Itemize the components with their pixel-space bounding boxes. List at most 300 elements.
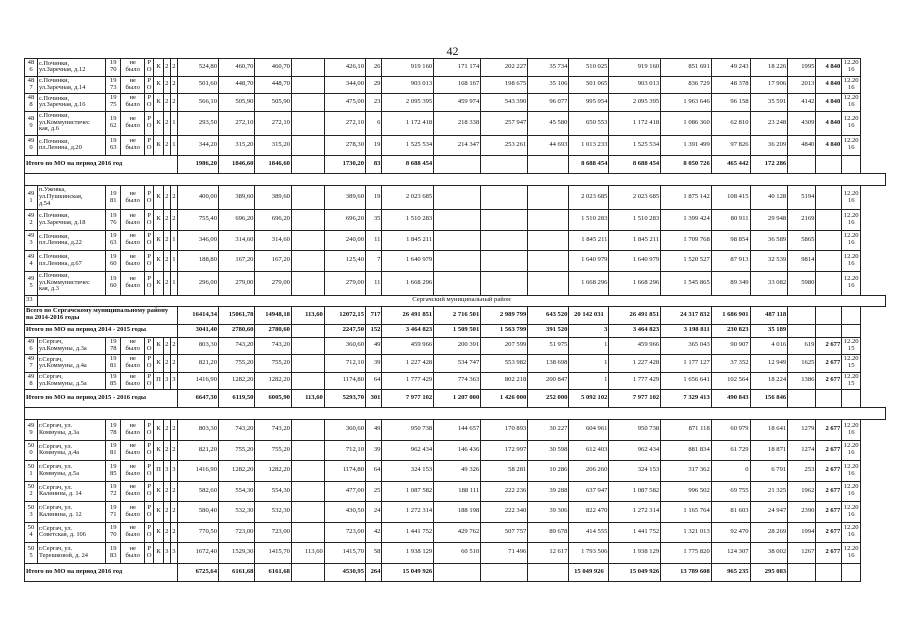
material-cell [144,355,153,373]
material-line: Р [147,232,151,240]
roof-area-cell: 1174,80 [324,461,365,482]
total-cost-cell: 1 272 314 [382,502,434,523]
material-cell [144,271,153,295]
address-line: Коммуны, д.3а [38,428,80,436]
year-line: 19 [110,137,117,145]
owners-share-cell: 501 065 [569,76,609,94]
address-line: с.Починки, [38,77,70,85]
prior-repair-line: не [129,337,136,345]
year-line: 19 [110,94,117,102]
works-cost-total: 3 198 811 [661,324,712,337]
address-cell [37,76,105,94]
prior-repair-line: было [125,66,140,74]
region-share-total [481,563,528,581]
deadline-cell [842,230,861,251]
repair-cost-cell: 1 777 429 [609,372,661,390]
entrances-cell: 2 [170,337,177,355]
unit-cost-total [788,156,816,174]
address-line: Коммуны, д.4а [38,449,80,457]
row-number-line: 5 [29,282,33,289]
roof-area-cell: 278,30 [324,135,365,156]
deadline-line: 16 [847,428,855,436]
region-share-cell: 553 982 [481,355,528,373]
material-line: О [146,83,152,91]
blank-cell [25,174,886,186]
row-number [25,59,38,77]
deadline-cell [842,210,861,231]
control-cost-cell: 40 128 [750,186,788,210]
municipal-share-cell [528,251,569,272]
row-number [25,111,38,135]
total-area-cell: 524,80 [177,59,218,77]
max-unit-cost-cell: 4 840 [816,111,842,135]
fund-share-cell: 429 762 [434,522,481,543]
deadline-line: 16 [847,122,855,129]
max-unit-cost-cell [816,230,842,251]
prior-repair-line: было [125,122,140,129]
total-cost-cell: 1 525 534 [382,135,434,156]
unit-cost-cell: 5194 [788,186,816,210]
wall-type-cell: К [154,210,163,231]
control-cost-cell: 29 948 [750,210,788,231]
deadline-line: 16 [847,218,855,226]
prior-repair-cell [121,502,145,523]
roof-area-cell: 712,10 [324,440,365,461]
deadline-cell [842,111,861,135]
nonresidential-area-cell [291,461,324,482]
row-number-line: 50 [27,503,35,511]
residents-cell: 39 [366,440,382,461]
deadline-cell [842,337,861,355]
residential-area-cell: 743,20 [255,420,291,441]
table-row [25,210,886,231]
fund-share-total [434,156,481,174]
design-cost-cell: 61 729 [711,440,750,461]
year-cell [106,337,121,355]
row-number-line: 49 [27,337,35,345]
material-line: Р [147,115,151,123]
deadline-line: 16 [847,510,855,518]
repair-cost-cell: 2 095 395 [609,94,661,112]
deadline-cell [842,461,861,482]
deadline-cell [842,271,861,295]
fund-share-cell [434,230,481,251]
year-line: 19 [110,337,117,345]
region-share-cell: 71 496 [481,543,528,564]
year-cell [106,372,121,390]
total-area-cell: 566,10 [177,94,218,112]
year-line: 60 [110,282,117,289]
living-area-cell: 167,20 [219,251,255,272]
entrances-cell: 2 [170,76,177,94]
table-row [25,337,886,355]
row-number [25,440,38,461]
material-line: О [146,469,152,477]
prior-repair-cell [121,461,145,482]
year-line: 19 [110,275,117,283]
row-number [25,230,38,251]
year-line: 63 [110,144,117,152]
control-cost-cell: 38 002 [750,543,788,564]
floors-cell: 2 [163,440,170,461]
address-line: ул.Пушкинская, [38,193,83,201]
entrances-cell: 2 [170,210,177,231]
wall-type-cell: К [154,271,163,295]
table-row [25,76,886,94]
prior-repair-cell [121,420,145,441]
owners-share-cell: 1 640 979 [569,251,609,272]
owners-share-cell: 1 845 211 [569,230,609,251]
address-line: г.Сергач, ул. [38,463,73,471]
wall-type-cell: К [154,522,163,543]
residential-area-cell: 314,60 [255,230,291,251]
control-cost-cell: 17 906 [750,76,788,94]
works-cost-cell: 1 709 768 [661,230,712,251]
row-number [25,355,38,373]
page-number: 42 [446,44,459,58]
year-line: 85 [110,469,117,477]
max-unit-cost-cell [816,186,842,210]
material-line: Р [147,211,151,219]
address-line: с.Починки, [38,137,70,145]
region-share-cell: 170 893 [481,420,528,441]
deadline-line: 16 [847,101,855,109]
region-number: 33 [25,295,38,306]
row-number-line: 48 [27,59,35,67]
unit-cost-cell: 1962 [788,481,816,502]
municipal-share-cell: 89 678 [528,522,569,543]
entrances-cell: 2 [170,355,177,373]
unit-cost-cell: 1995 [788,59,816,77]
municipal-share-total [528,563,569,581]
total-cost-total: 8 688 454 [382,156,434,174]
table-row [25,94,886,112]
address-line: г.Сергач, [38,338,63,346]
fund-share-total [434,563,481,581]
prior-repair-cell [121,481,145,502]
repair-cost-cell: 1 640 979 [609,251,661,272]
row-number-line: 9 [29,122,33,129]
total-area-total: 3041,40 [177,324,218,337]
fund-share-cell: 200 391 [434,337,481,355]
nonresidential-area-cell [291,355,324,373]
control-cost-total: 487 118 [750,306,788,324]
wall-type-cell: К [154,111,163,135]
prior-repair-line: не [129,137,136,145]
owners-share-cell: 1 793 506 [569,543,609,564]
deadline-line: 16 [847,282,855,289]
residential-area-cell: 315,20 [255,135,291,156]
region-share-cell: 202 227 [481,59,528,77]
entrances-cell: 3 [170,543,177,564]
deadline-cell [842,420,861,441]
material-line: О [146,218,152,226]
material-line: О [146,551,152,559]
nonresidential-area-cell [291,251,324,272]
residential-area-total: 2780,60 [255,324,291,337]
fund-share-total: 1 509 501 [434,324,481,337]
control-cost-cell: 4 016 [750,337,788,355]
max-unit-cost-cell: 4 840 [816,135,842,156]
floors-cell: 2 [163,59,170,77]
roof-area-cell: 125,40 [324,251,365,272]
repair-cost-cell: 1 525 534 [609,135,661,156]
total-cost-cell: 324 153 [382,461,434,482]
table-row [25,420,886,441]
year-line: 81 [110,449,117,457]
prior-repair-line: было [125,469,140,477]
nonresidential-area-cell [291,186,324,210]
owners-share-total: 3 [569,324,609,337]
total-area-cell: 803,30 [177,420,218,441]
year-cell [106,135,121,156]
prior-repair-line: было [125,144,140,152]
year-cell [106,440,121,461]
material-cell [144,94,153,112]
row-number [25,94,38,112]
works-cost-cell: 851 691 [661,59,712,77]
unit-cost-cell: 4309 [788,111,816,135]
material-cell [144,135,153,156]
total-cost-cell: 1 668 296 [382,271,434,295]
owners-share-total: 8 688 454 [569,156,609,174]
deadline-total [842,390,861,408]
residents-cell: 7 [366,251,382,272]
material-line: О [146,428,152,436]
max-unit-cost-cell: 2 677 [816,337,842,355]
material-cell [144,420,153,441]
fund-share-cell: 168 167 [434,76,481,94]
blank-row [25,174,886,186]
floors-cell: 3 [163,461,170,482]
material-line: О [146,449,152,457]
wall-type-cell: К [154,251,163,272]
total-area-cell: 293,50 [177,111,218,135]
address-line: ул.Коммуны, д.4а [38,362,87,370]
year-line: 19 [110,483,117,491]
material-cell [144,481,153,502]
design-cost-cell: 87 913 [711,251,750,272]
living-area-cell: 532,30 [219,502,255,523]
row-number [25,186,38,210]
material-cell [144,543,153,564]
residents-cell: 19 [366,186,382,210]
fund-share-total: 1 207 000 [434,390,481,408]
control-cost-cell: 28 269 [750,522,788,543]
entrances-cell: 1 [170,251,177,272]
entrances-cell: 1 [170,135,177,156]
material-line: Р [147,252,151,260]
region-share-cell [481,186,528,210]
year-line: 19 [110,211,117,219]
total-area-total: 6647,30 [177,390,218,408]
wall-type-cell: К [154,355,163,373]
year-cell [106,76,121,94]
wall-type-cell: К [154,94,163,112]
year-line: 81 [110,362,117,370]
year-cell [106,481,121,502]
address-line: с.Починки, [38,59,70,67]
municipal-share-cell [528,271,569,295]
material-line: Р [147,503,151,511]
deadline-line: 12.20 [843,76,859,84]
wall-type-cell: П [154,372,163,390]
living-area-cell: 1282,20 [219,461,255,482]
unit-cost-cell: 2390 [788,502,816,523]
total-area-cell: 1416,90 [177,372,218,390]
address-cell [37,210,105,231]
nonresidential-area-cell [291,372,324,390]
residents-total: 717 [366,306,382,324]
deadline-cell [842,543,861,564]
wall-type-cell: К [154,59,163,77]
nonresidential-area-total: 113,60 [291,390,324,408]
row-number [25,461,38,482]
control-cost-cell: 35 591 [750,94,788,112]
max-unit-cost-cell: 2 677 [816,461,842,482]
address-line: г.Сергач, ул. [38,545,73,553]
row-number [25,481,38,502]
material-line: Р [147,275,151,283]
nonresidential-area-cell [291,337,324,355]
municipal-share-cell [528,230,569,251]
deadline-line: 15 [847,344,855,352]
region-share-cell [481,210,528,231]
address-cell [37,337,105,355]
material-cell [144,210,153,231]
residential-area-cell: 448,70 [255,76,291,94]
address-line: пл.Ленина, д.67 [38,259,82,267]
deadline-line: 12.20 [843,483,859,491]
roof-area-cell: 279,00 [324,271,365,295]
deadline-total [842,156,861,174]
roof-area-cell: 426,10 [324,59,365,77]
repair-cost-cell: 324 153 [609,461,661,482]
nonresidential-area-total: 113,60 [291,306,324,324]
residential-area-cell: 1282,20 [255,372,291,390]
works-cost-cell: 1 177 127 [661,355,712,373]
fund-share-cell: 188 111 [434,481,481,502]
municipal-share-cell: 35 734 [528,59,569,77]
floors-cell: 2 [163,502,170,523]
table-row [25,230,886,251]
residents-cell: 42 [366,522,382,543]
deadline-cell [842,59,861,77]
design-cost-cell: 37 352 [711,355,750,373]
row-number [25,543,38,564]
deadline-line: 16 [847,196,855,204]
region-share-cell [481,271,528,295]
works-cost-cell: 1 545 865 [661,271,712,295]
row-number-line: 48 [27,94,35,102]
unit-cost-cell: 253 [788,461,816,482]
unit-cost-total [788,324,816,337]
nonresidential-area-cell [291,210,324,231]
region-share-cell: 543 390 [481,94,528,112]
address-line: ул.Заречная, д.14 [38,83,86,91]
floors-cell: 2 [163,251,170,272]
deadline-line: 12.20 [843,372,859,380]
floors-cell: 3 [163,372,170,390]
prior-repair-line: не [129,76,136,84]
year-line: 19 [110,503,117,511]
fund-share-cell [434,210,481,231]
table-row [25,251,886,272]
fund-share-cell: 171 174 [434,59,481,77]
material-line: Р [147,59,151,67]
living-area-cell: 554,30 [219,481,255,502]
year-line: 72 [110,490,117,498]
total-area-cell: 400,00 [177,186,218,210]
deadline-line: 12.20 [843,232,859,240]
region-share-total: 2 989 799 [481,306,528,324]
floors-cell: 2 [163,186,170,210]
floors-cell: 3 [163,543,170,564]
nonresidential-area-cell [291,502,324,523]
unit-cost-cell: 4840 [788,135,816,156]
design-cost-cell: 97 826 [711,135,750,156]
residents-cell: 11 [366,230,382,251]
deadline-total [842,563,861,581]
max-unit-cost-cell: 4 840 [816,59,842,77]
material-line: Р [147,94,151,102]
living-area-total: 6119,50 [219,390,255,408]
entrances-cell: 2 [170,420,177,441]
address-line: г.Сергач, ул. [38,524,73,532]
municipal-share-cell: 10 286 [528,461,569,482]
deadline-line: 12.20 [843,544,859,552]
fund-share-cell: 459 974 [434,94,481,112]
repair-cost-cell: 903 013 [609,76,661,94]
nonresidential-area-total [291,156,324,174]
total-cost-cell: 919 160 [382,59,434,77]
works-cost-cell: 317 362 [661,461,712,482]
nonresidential-area-cell [291,481,324,502]
max-unit-cost-total [816,306,842,324]
control-cost-cell: 6 791 [750,461,788,482]
residential-area-cell: 696,20 [255,210,291,231]
prior-repair-cell [121,76,145,94]
address-line: г.Сергач, [38,355,63,363]
works-cost-total: 8 050 726 [661,156,712,174]
deadline-line: 16 [847,144,855,152]
address-cell [37,372,105,390]
entrances-cell: 2 [170,481,177,502]
year-line: 19 [110,252,117,260]
works-cost-cell: 1 656 641 [661,372,712,390]
wall-type-cell: К [154,135,163,156]
design-cost-cell: 92 470 [711,522,750,543]
living-area-cell: 755,20 [219,440,255,461]
fund-share-cell: 49 326 [434,461,481,482]
deadline-line: 12.20 [843,462,859,470]
row-number-line: 5 [29,551,33,559]
total-row [25,156,886,174]
roof-area-cell: 712,10 [324,355,365,373]
prior-repair-line: было [125,218,140,226]
works-cost-cell: 1 399 424 [661,210,712,231]
address-cell [37,135,105,156]
living-area-cell: 314,60 [219,230,255,251]
entrances-cell: 2 [170,59,177,77]
entrances-cell: 2 [170,522,177,543]
control-cost-cell: 36 209 [750,135,788,156]
region-share-total [481,156,528,174]
works-cost-cell: 1 875 142 [661,186,712,210]
owners-share-total: 20 142 031 [569,306,609,324]
year-cell [106,186,121,210]
prior-repair-line: не [129,483,136,491]
